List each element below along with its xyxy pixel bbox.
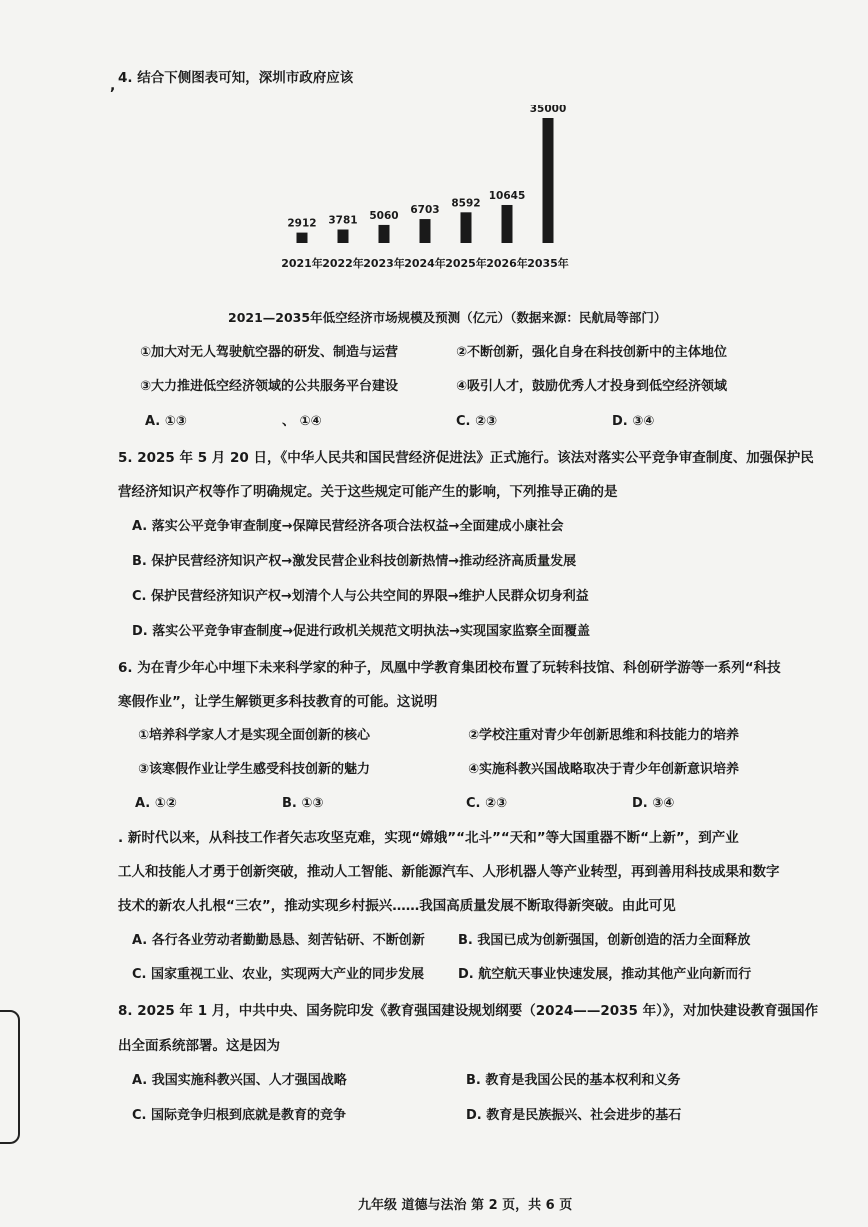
pen-mark: , [110, 78, 116, 94]
q4-choice-d[interactable]: D. ③④ [612, 414, 655, 429]
bar-2025年 [461, 212, 472, 243]
q6-item-4: ④实施科教兴国战略取决于青少年创新意识培养 [468, 762, 740, 777]
q4-choice-c[interactable]: C. ②③ [456, 414, 498, 429]
category-label: 2024年 [404, 257, 446, 270]
bar-value-label: 3781 [328, 214, 358, 227]
q7-stem-line3: 技术的新农人扎根“三农”，推动实现乡村振兴……我国高质量发展不断取得新突破。由此可见 [118, 898, 676, 914]
category-label: 2026年 [486, 257, 528, 270]
bar-value-label: 8592 [451, 197, 481, 210]
bar-value-label: 5060 [369, 209, 399, 222]
category-label: 2023年 [363, 257, 405, 270]
q5-option-b[interactable]: B. 保护民营经济知识产权→激发民营企业科技创新热情→推动经济高质量发展 [132, 554, 577, 569]
q6-choice-b[interactable]: B. ①③ [282, 796, 324, 811]
q6-item-3: ③该寒假作业让学生感受科技创新的魅力 [138, 762, 371, 777]
bar-2026年 [502, 205, 513, 243]
q4-item-1: ①加大对无人驾驶航空器的研发、制造与运营 [140, 345, 399, 360]
q5-stem-line2: 营经济知识产权等作了明确规定。关于这些规定可能产生的影响，下列推导正确的是 [118, 484, 618, 500]
bar-value-label: 10645 [488, 189, 526, 202]
q8-option-a[interactable]: A. 我国实施科教兴国、人才强国战略 [132, 1073, 347, 1088]
q6-item-2: ②学校注重对青少年创新思维和科技能力的培养 [468, 728, 740, 743]
bar-value-label: 6703 [410, 204, 440, 217]
q7-option-a[interactable]: A. 各行各业劳动者勤勤恳恳、刻苦钻研、不断创新 [132, 933, 425, 948]
q8-option-d[interactable]: D. 教育是民族振兴、社会进步的基石 [466, 1108, 682, 1123]
q6-choice-d[interactable]: D. ③④ [632, 796, 675, 811]
q6-choice-a[interactable]: A. ①② [135, 796, 177, 811]
binder-margin-mark [0, 1010, 20, 1144]
market-size-bar-chart [280, 105, 610, 275]
bar-value-label: 2912 [287, 217, 317, 230]
q8-stem-line2: 出全面系统部署。这是因为 [118, 1038, 280, 1054]
q4-item-3: ③大力推进低空经济领域的公共服务平台建设 [140, 379, 399, 394]
q6-item-1: ①培养科学家人才是实现全面创新的核心 [138, 728, 371, 743]
category-label: 2021年 [281, 257, 323, 270]
q7-option-d[interactable]: D. 航空航天事业快速发展，推动其他产业向新而行 [458, 967, 752, 982]
bar-2024年 [420, 219, 431, 243]
q6-stem-line2: 寒假作业”，让学生解锁更多科技教育的可能。这说明 [118, 694, 438, 710]
category-label: 2035年 [527, 257, 569, 270]
q8-option-b[interactable]: B. 教育是我国公民的基本权利和义务 [466, 1073, 681, 1088]
q4-choice-b[interactable]: 、 ①④ [282, 414, 322, 429]
q4-item-2: ②不断创新，强化自身在科技创新中的主体地位 [456, 345, 728, 360]
category-label: 2022年 [322, 257, 364, 270]
q4-item-4: ④吸引人才，鼓励优秀人才投身到低空经济领域 [456, 379, 728, 394]
q7-option-b[interactable]: B. 我国已成为创新强国，创新创造的活力全面释放 [458, 933, 751, 948]
q7-option-c[interactable]: C. 国家重视工业、农业，实现两大产业的同步发展 [132, 967, 425, 982]
bar-2023年 [379, 225, 390, 243]
bar-2035年 [543, 118, 554, 243]
q4-stem: 4. 结合下侧图表可知，深圳市政府应该 [118, 70, 354, 86]
q5-stem-line1: 5. 2025 年 5 月 20 日，《中华人民共和国民营经济促进法》正式施行。该法对落实公平竞争审查制度、加强保护民 [118, 450, 814, 466]
bar-2022年 [338, 229, 349, 243]
q5-option-c[interactable]: C. 保护民营经济知识产权→划清个人与公共空间的界限→维护人民群众切身利益 [132, 589, 589, 604]
category-label: 2025年 [445, 257, 487, 270]
q7-stem-line2: 工人和技能人才勇于创新突破，推动人工智能、新能源汽车、人形机器人等产业转型，再到善用科技成果和数字 [118, 864, 780, 880]
q8-stem-line1: 8. 2025 年 1 月，中共中央、国务院印发《教育强国建设规划纲要（2024——2035 年）》，对加快建设教育强国作 [118, 1003, 819, 1019]
bar-2021年 [297, 233, 308, 243]
q6-choice-c[interactable]: C. ②③ [466, 796, 508, 811]
q6-stem-line1: 6. 为在青少年心中埋下未来科学家的种子，凤凰中学教育集团校布置了玩转科技馆、科创研学游等一系列“科技 [118, 660, 781, 676]
q7-stem-line1: . 新时代以来，从科技工作者矢志攻坚克难，实现“嫦娥”“北斗”“天和”等大国重器不断“上新”，到产业 [118, 830, 739, 846]
q4-choice-a[interactable]: A. ①③ [145, 414, 187, 429]
bar-value-label: 35000 [529, 105, 567, 115]
q8-option-c[interactable]: C. 国际竞争归根到底就是教育的竞争 [132, 1108, 347, 1123]
q5-option-a[interactable]: A. 落实公平竞争审查制度→保障民营经济各项合法权益→全面建成小康社会 [132, 519, 564, 534]
q5-option-d[interactable]: D. 落实公平竞争审查制度→促进行政机关规范文明执法→实现国家监察全面覆盖 [132, 624, 591, 639]
chart-caption: 2021—2035年低空经济市场规模及预测（亿元）（数据来源：民航局等部门） [228, 310, 667, 325]
page-footer: 九年级 道德与法治 第 2 页，共 6 页 [358, 1198, 573, 1213]
